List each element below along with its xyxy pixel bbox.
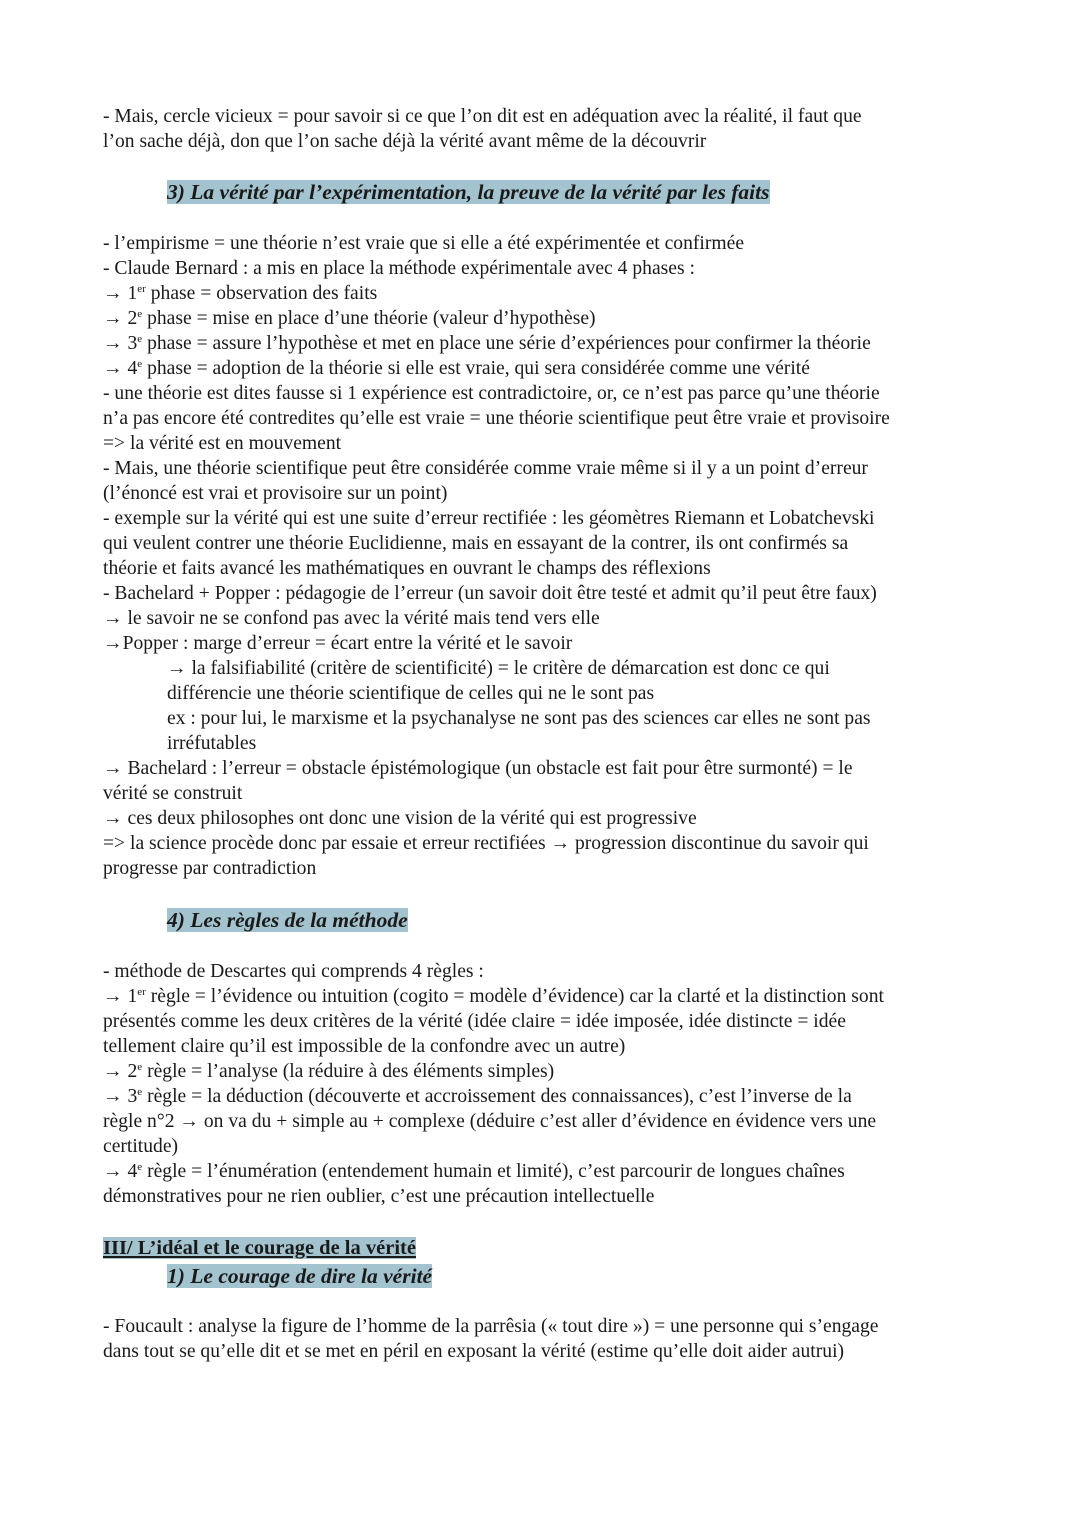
text-line: - une théorie est dites fausse si 1 expérience est contradictoire, or, ce n’est pas parce qu’une théorie xyxy=(103,383,880,404)
rule-line: → 1er règle = l’évidence ou intuition (cogito = modèle d’évidence) car la clarté et la distinction sont xyxy=(103,986,884,1007)
intro-paragraph xyxy=(103,104,993,154)
text-line: règle n°2 → on va du + simple au + complexe (déduire c’est aller d’évidence en évidence vers une xyxy=(103,1111,877,1132)
text-line: => la vérité est en mouvement xyxy=(103,433,342,454)
section-3-body xyxy=(103,231,993,881)
part-title xyxy=(103,1235,416,1261)
text-line: → Bachelard : l’erreur = obstacle épistémologique (un obstacle est fait pour être surmonté) = le xyxy=(103,758,853,779)
text-line: progresse par contradiction xyxy=(103,858,317,879)
text-line: dans tout se qu’elle dit et se met en péril en exposant la vérité (estime qu’elle doit aider autrui) xyxy=(103,1341,845,1362)
indented-line: différencie une théorie scientifique de celles qui ne le sont pas xyxy=(167,683,655,704)
heading-text: 4) Les règles de la méthode xyxy=(167,908,408,932)
text-line: (l’énoncé est vrai et provisoire sur un point) xyxy=(103,483,448,504)
text-line: tellement claire qu’il est impossible de la confondre avec un autre) xyxy=(103,1036,626,1057)
text-line: → ces deux philosophes ont donc une vision de la vérité qui est progressive xyxy=(103,808,697,829)
text-line: - l’empirisme = une théorie n’est vraie que si elle a été expérimentée et confirmée xyxy=(103,233,745,254)
text-line: - exemple sur la vérité qui est une suite d’erreur rectifiée : les géomètres Riemann et Lobatchevski xyxy=(103,508,875,529)
heading-text: 3) La vérité par l’expérimentation, la preuve de la vérité par les faits xyxy=(167,180,770,204)
text-line: présentés comme les deux critères de la vérité (idée claire = idée imposée, idée distincte = idée xyxy=(103,1011,846,1032)
text-line: n’a pas encore été contredites qu’elle est vraie = une théorie scientifique peut être vraie et provisoire xyxy=(103,408,890,429)
heading-text: 1) Le courage de dire la vérité xyxy=(167,1264,433,1288)
indented-line: irréfutables xyxy=(167,733,257,754)
rule-line: → $3^e$ règle = la déduction (découverte et accroissement des connaissances), c’est l’inverse de la xyxy=(103,1086,852,1107)
phase-line: → $2^e$ phase = mise en place d’une théorie (valeur d’hypothèse) xyxy=(103,308,596,329)
text-line: - Mais, une théorie scientifique peut être considérée comme vraie même si il y a un point d’erreur xyxy=(103,458,868,479)
section-heading-3 xyxy=(167,178,770,206)
text-line: - Claude Bernard : a mis en place la méthode expérimentale avec 4 phases : xyxy=(103,258,695,279)
text-line: - méthode de Descartes qui comprends 4 règles : xyxy=(103,961,484,982)
phase-line: → $3^e$ phase = assure l’hypothèse et met en place une série d’expériences pour confirmer la théorie xyxy=(103,333,871,354)
section-4-body xyxy=(103,959,993,1209)
indented-line: ex : pour lui, le marxisme et la psychanalyse ne sont pas des sciences car elles ne sont pas xyxy=(167,708,871,729)
text-line: - Mais, cercle vicieux = pour savoir si ce que l’on dit est en adéquation avec la réalité, il faut que xyxy=(103,106,862,127)
text-line: qui veulent contrer une théorie Euclidienne, mais en essayant de la contrer, ils ont confirmés sa xyxy=(103,533,849,554)
section-heading-5 xyxy=(167,1262,432,1290)
phase-line: → $4^e$ phase = adoption de la théorie si elle est vraie, qui sera considérée comme une vérité xyxy=(103,358,810,379)
phase-line: → 1er phase = observation des faits xyxy=(103,283,378,304)
section-5-body xyxy=(103,1314,993,1364)
text-line: théorie et faits avancé les mathématiques en ouvrant le champs des réflexions xyxy=(103,558,711,579)
rule-line: → $2^e$ règle = l’analyse (la réduire à des éléments simples) xyxy=(103,1061,555,1082)
text-line: → le savoir ne se confond pas avec la vérité mais tend vers elle xyxy=(103,608,600,629)
text-line: - Bachelard + Popper : pédagogie de l’erreur (un savoir doit être testé et admit qu’il peut être faux) xyxy=(103,583,877,604)
text-line: →Popper : marge d’erreur = écart entre la vérité et le savoir xyxy=(103,633,573,654)
indented-line: → la falsifiabilité (critère de scientificité) = le critère de démarcation est donc ce qui xyxy=(167,658,830,679)
part-title-text: III/ L’idéal et le courage de la vérité xyxy=(103,1237,416,1259)
section-heading-4 xyxy=(167,906,408,934)
text-line: - Foucault : analyse la figure de l’homme de la parrêsia (« tout dire ») = une personne qui s’engage xyxy=(103,1316,879,1337)
text-line: => la science procède donc par essaie et erreur rectifiées → progression discontinue du savoir qui xyxy=(103,833,869,854)
text-line: vérité se construit xyxy=(103,783,243,804)
text-line: démonstratives pour ne rien oublier, c’est une précaution intellectuelle xyxy=(103,1186,655,1207)
text-line: l’on sache déjà, don que l’on sache déjà la vérité avant même de la découvrir xyxy=(103,131,707,152)
text-line: certitude) xyxy=(103,1136,179,1157)
rule-line: → $4^e$ règle = l’énumération (entendement humain et limité), c’est parcourir de longues chaînes xyxy=(103,1161,845,1182)
